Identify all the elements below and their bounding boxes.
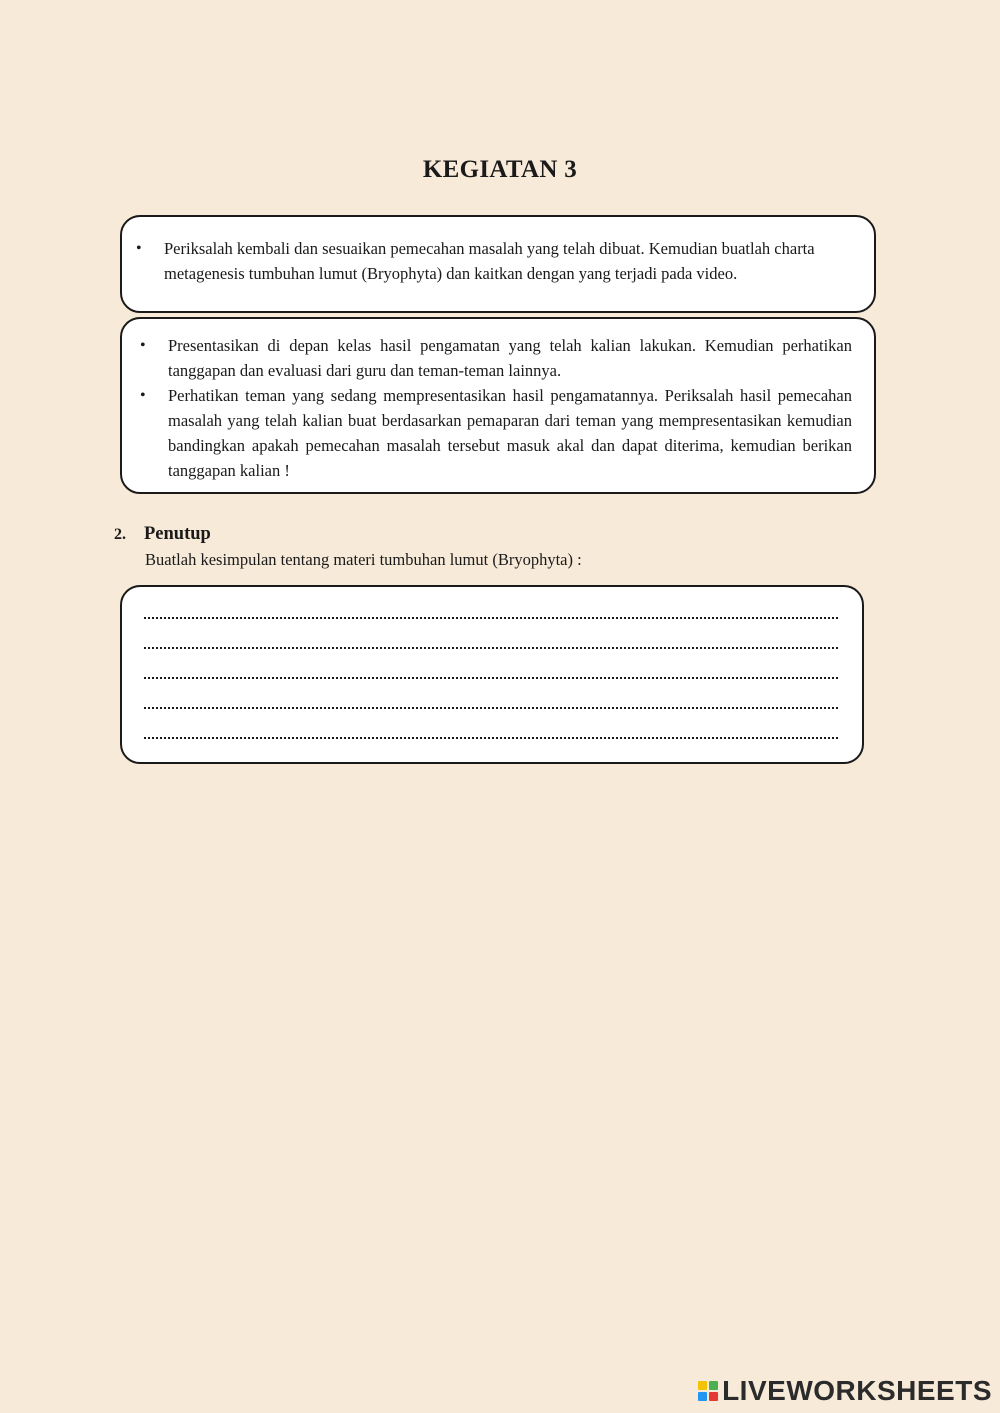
instruction-box-1 — [120, 215, 876, 313]
list-item-text: Presentasikan di depan kelas hasil pengamatan yang telah kalian lakukan. Kemudian perhatikan tanggapan dan evaluasi dari guru dan teman-teman lainnya. — [168, 336, 852, 380]
bullet-icon: • — [140, 337, 146, 354]
answer-line[interactable] — [144, 709, 838, 739]
logo-square — [698, 1392, 707, 1401]
answer-lines[interactable] — [144, 601, 838, 739]
answer-line[interactable] — [144, 619, 838, 649]
section-description: Buatlah kesimpulan tentang materi tumbuhan lumut (Bryophyta) : — [145, 550, 582, 569]
section-heading — [114, 524, 211, 545]
liveworksheets-watermark — [698, 1375, 992, 1407]
section-title: Penutup — [144, 524, 211, 544]
answer-line[interactable] — [144, 601, 838, 619]
page-title: KEGIATAN 3 — [422, 156, 578, 183]
instruction-list-1 — [132, 236, 852, 286]
watermark-text: LIVEWORKSHEETS — [722, 1375, 992, 1406]
list-item — [136, 333, 852, 383]
logo-square — [709, 1381, 718, 1390]
liveworksheets-logo-icon — [698, 1381, 718, 1401]
logo-square — [709, 1392, 718, 1401]
list-item-text: Periksalah kembali dan sesuaikan pemecahan masalah yang telah dibuat. Kemudian buatlah charta metagenesis tumbuhan lumut (Bryophyta) dan kaitkan dengan yang terjadi pada video. — [164, 239, 815, 283]
list-item — [136, 383, 852, 483]
bullet-icon: • — [136, 240, 142, 257]
answer-line[interactable] — [144, 649, 838, 679]
section-number: 2. — [114, 526, 126, 543]
logo-square — [698, 1381, 707, 1390]
instruction-box-2 — [120, 317, 876, 494]
bullet-icon: • — [140, 387, 146, 404]
list-item — [132, 236, 852, 286]
list-item-text: Perhatikan teman yang sedang mempresentasikan hasil pengamatannya. Periksalah hasil pemecahan masalah yang telah kalian buat berdasarkan pemaparan dari teman yang mempresentasikan kemudian bandingkan apakah pemecahan masalah tersebut masuk akal dan dapat diterima, kemudian berikan tanggapan kalian ! — [168, 386, 852, 480]
answer-line[interactable] — [144, 679, 838, 709]
answer-box[interactable] — [120, 585, 864, 764]
instruction-list-2 — [136, 333, 852, 483]
